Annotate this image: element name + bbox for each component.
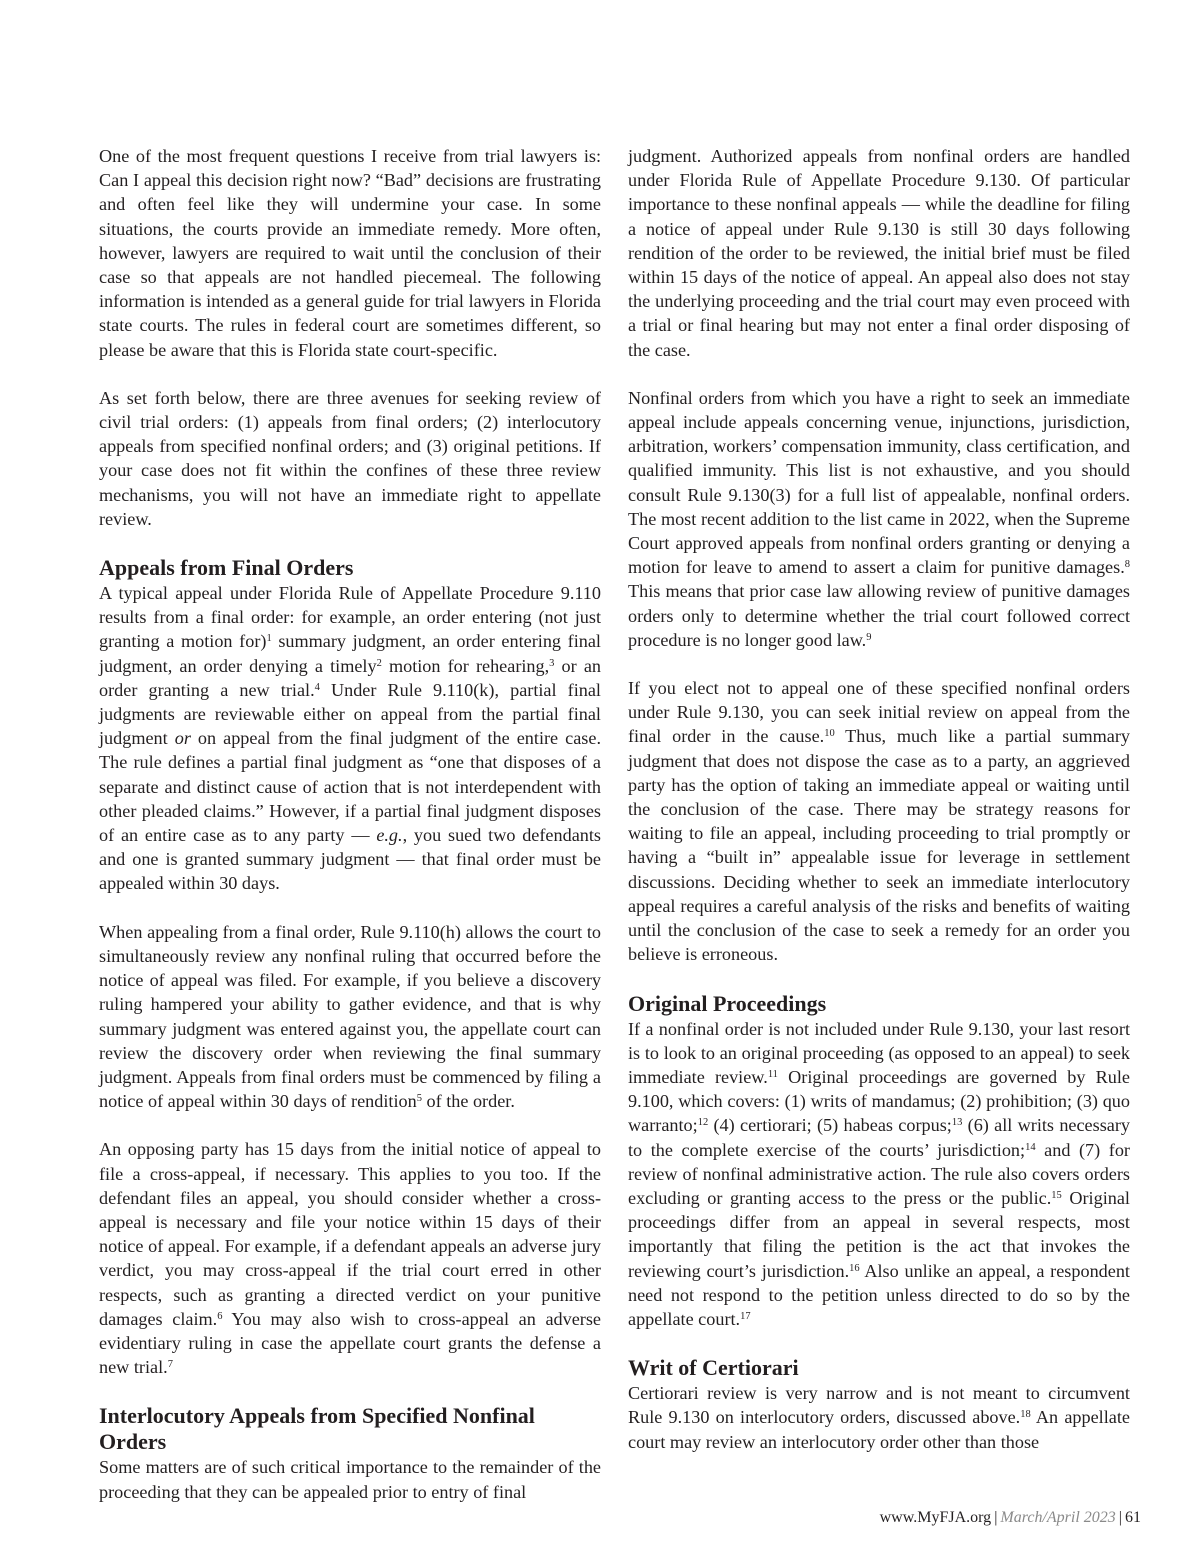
- footnote-ref: 11: [767, 1069, 778, 1081]
- section-heading-interlocutory-appeals: Interlocutory Appeals from Specified Nonfinal Orders: [99, 1403, 535, 1455]
- review-avenues-paragraph: As set forth below, there are three avenues for seeking review of civil trial orders: (1) appeals from final orders; (2) interlocutory appeals from specified nonfinal orders; and (3) original petitions. If your case does not fit within the confines of these three review mechanisms, you will not have an immediate right to appellate review.: [99, 387, 601, 529]
- certiorari-paragraph: Certiorari review is very narrow and is not meant to circumvent Rule 9.130 on interlocutory orders, discussed above.$^{18}$ An appellate court may review an interlocutory order other than those: [628, 1383, 1130, 1452]
- interlocutory-intro-paragraph: Some matters are of such critical importance to the remainder of the proceeding that they can be appealed prior to entry of final: [99, 1457, 601, 1502]
- footnote-ref: 2: [376, 657, 382, 669]
- footnote-ref: 10: [824, 728, 835, 740]
- appealable-nonfinal-orders-paragraph: Nonfinal orders from which you have a right to seek an immediate appeal include appeals concerning venue, injunctions, jurisdiction, arbitration, workers’ compensation immunity, class certification, and qualified immunity. This list is not exhaustive, and you should consult Rule 9.130(3) for a full list of appealable, nonfinal orders. The most recent addition to the list came in 2022, when the Supreme Court approved appeals from nonfinal orders granting or denying a motion for leave to amend to assert a claim for punitive damages.$^8$ This means that prior case law allowing review of punitive damages orders only to determine whether the trial court followed correct procedure is no longer good law.$^9$: [628, 387, 1130, 650]
- footnote-ref: 8: [1124, 559, 1130, 571]
- footnote-ref: 9: [866, 632, 872, 644]
- footnote-ref: 14: [1025, 1141, 1036, 1153]
- final-orders-paragraph: A typical appeal under Florida Rule of Appellate Procedure 9.110 results from a final order: for example, an order entering (not just granting a motion for)$^1$ summary judgment, an order entering final judgment, an order denying a timely$^2$ motion for rehearing,$^3$ or an order granting a new trial.$^4$ Under Rule 9.110(k), partial final judgments are reviewable either on appeal from the partial final judgment or on appeal from the final judgment of the entire case. The rule defines a partial final judgment as “one that disposes of a separate and distinct cause of action that is not interdependent with other pleaded claims.” However, if a partial final judgment disposes of an entire case as to any party — e.g., you sued two defendants and one is granted summary judgment — that final order must be appealed within 30 days.: [99, 583, 601, 894]
- elect-not-to-appeal-paragraph: If you elect not to appeal one of these specified nonfinal orders under Rule 9.130, you can seek initial review on appeal from the final order in the cause.$^{10}$ Thus, much like a partial summary judgment that does not dispose the case as to a party, an aggrieved party has the option of taking an immediate appeal or waiting until the conclusion of the case. There may be strategy reasons for waiting to file an appeal, including proceeding to trial promptly or having a “built in” appealable issue for leverage in settlement discussions. Deciding whether to seek an immediate interlocutory appeal requires a careful analysis of the risks and benefits of waiting until the conclusion of the case to seek a remedy for an order you believe is erroneous.: [628, 678, 1130, 965]
- footnote-ref: 6: [217, 1310, 223, 1322]
- footer-issue-date: March/April 2023: [1000, 1509, 1116, 1526]
- footnote-ref: 15: [1051, 1190, 1062, 1202]
- cross-appeal-paragraph: An opposing party has 15 days from the initial notice of appeal to file a cross-appeal, if necessary. This applies to you too. If the defendant files an appeal, you should consider whether a cross-appeal is necessary and file your notice within 15 days of their notice of appeal. For example, if a defendant appeals an adverse jury verdict, you may cross-appeal if the trial court erred in other respects, such as granting a directed verdict on your punitive damages claim.$^6$ You may also wish to cross-appeal an adverse evidentiary ruling in case the appellate court grants the defense a new trial.$^7$: [99, 1139, 601, 1378]
- section-heading-final-orders: Appeals from Final Orders: [99, 555, 354, 581]
- page-number: 61: [1125, 1509, 1141, 1526]
- footnote-ref: 3: [549, 657, 555, 669]
- footer-separator: |: [1118, 1509, 1122, 1526]
- footnote-ref: 13: [951, 1117, 963, 1129]
- footnote-ref: 12: [697, 1117, 709, 1129]
- footnote-ref: 4: [314, 682, 320, 694]
- footnote-ref: 7: [167, 1359, 173, 1371]
- footnote-ref: 17: [740, 1311, 751, 1323]
- footnote-ref: 5: [416, 1093, 422, 1105]
- footnote-ref: 16: [849, 1262, 860, 1274]
- footnote-ref: 18: [1020, 1409, 1031, 1421]
- section-heading-writ-of-certiorari: Writ of Certiorari: [628, 1355, 799, 1381]
- section-heading-original-proceedings: Original Proceedings: [628, 990, 827, 1016]
- intro-paragraph: One of the most frequent questions I receive from trial lawyers is: Can I appeal this decision right now? “Bad” decisions are frustrating and often feel like they will undermine your case. In some situations, the courts provide an immediate remedy. More often, however, lawyers are required to wait until the conclusion of their case so that appeals are not handled piecemeal. The following information is intended as a general guide for trial lawyers in Florida state courts. The rules in federal court are sometimes different, so please be aware that this is Florida state court-specific.: [99, 146, 601, 360]
- left-column: [99, 144, 601, 1504]
- page-footer: [880, 1508, 1141, 1528]
- footnote-ref: 1: [266, 633, 272, 645]
- original-proceedings-paragraph: If a nonfinal order is not included under Rule 9.130, your last resort is to look to an original proceeding (as opposed to an appeal) to seek immediate review.$^{11}$ Original proceedings are governed by Rule 9.100, which covers: (1) writs of mandamus; (2) prohibition; (3) quo warranto;$^{12}$ (4) certiorari; (5) habeas corpus;$^{13}$ (6) all writs necessary to the complete exercise of the courts’ jurisdiction;$^{14}$ and (7) for review of nonfinal administrative action. The rule also covers orders excluding or granting access to the press or the public.$^{15}$ Original proceedings differ from an appeal in several respects, most importantly that filing the petition is the act that invokes the reviewing court’s jurisdiction.$^{16}$ Also unlike an appeal, a respondent need not respond to the petition unless directed to do so by the appellate court.$^{17}$: [628, 1018, 1131, 1329]
- footer-website: www.MyFJA.org: [879, 1509, 992, 1526]
- nonfinal-appeals-paragraph: judgment. Authorized appeals from nonfinal orders are handled under Florida Rule of Appellate Procedure 9.130. Of particular importance to these nonfinal appeals — while the deadline for filing a notice of appeal under Rule 9.130 is still 30 days following rendition of the order to be reviewed, the initial brief must be filed within 15 days of the notice of appeal. An appeal also does not stay the underlying proceeding and the trial court may even proceed with a trial or final hearing but may not enter a final order disposing of the case.: [628, 146, 1130, 360]
- right-column: [628, 144, 1130, 1454]
- nonfinal-ruling-review-paragraph: When appealing from a final order, Rule 9.110(h) allows the court to simultaneously review any nonfinal ruling that occurred before the notice of appeal was filed. For example, if you believe a discovery ruling hampered your ability to gather evidence, and that is why summary judgment was entered against you, the appellate court can review the discovery order when reviewing the final summary judgment. Appeals from final orders must be commenced by filing a notice of appeal within 30 days of rendition$^5$ of the order.: [99, 921, 601, 1112]
- footer-separator: |: [994, 1509, 998, 1526]
